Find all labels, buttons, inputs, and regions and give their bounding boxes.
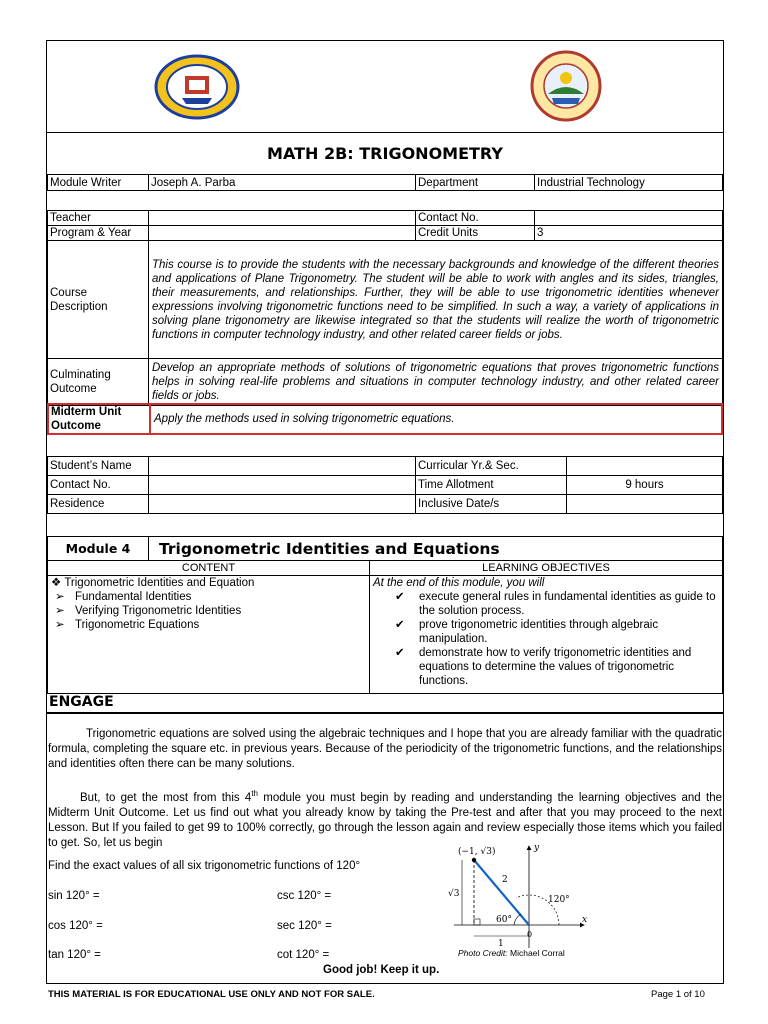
department-value: Industrial Technology	[535, 175, 723, 191]
time-allotment-label: Time Allotment	[416, 476, 567, 495]
student-contact-label: Contact No.	[48, 476, 149, 495]
origin-label: 0	[527, 930, 533, 939]
arrow-bullet-icon: ➢	[55, 591, 65, 603]
objectives-list	[373, 590, 719, 688]
diamond-bullet-icon: ❖	[51, 577, 62, 589]
engage-heading: ENGAGE	[47, 694, 723, 714]
point-label: (−1, √3)	[458, 847, 496, 857]
objectives-cell	[370, 576, 723, 694]
writer-table	[47, 174, 723, 191]
inclusive-dates-value[interactable]	[567, 495, 723, 514]
course-desc-label: Course Description	[48, 241, 149, 359]
closing-message: Good job! Keep it up.	[323, 964, 440, 976]
culminating-label: Culminating Outcome	[48, 359, 149, 406]
arrow-bullet-icon: ➢	[55, 605, 65, 617]
department-label: Department	[416, 175, 535, 191]
objectives-intro: At the end of this module, you will	[373, 577, 545, 589]
contact-value[interactable]	[535, 211, 723, 226]
content-item: ➢ Fundamental Identities	[55, 591, 192, 603]
inclusive-dates-label: Inclusive Date/s	[416, 495, 567, 514]
sin-label: sin 120° =	[48, 890, 100, 902]
content-item: ➢ Trigonometric Equations	[55, 619, 200, 631]
y-axis-label: y	[534, 843, 540, 853]
engage-paragraph-1: Trigonometric equations are solved using the algebraic techniques and I hope that you are already familiar with the quadratic formula, completing the square etc. in previous years. Because of the periodicity of the trigonometric functions, and the relationships and identities often there can be many solutions.	[48, 728, 722, 770]
point-marker	[472, 858, 476, 862]
sec-label: sec 120° =	[277, 920, 332, 932]
main-angle-label: 120°	[548, 895, 570, 905]
checkmark-icon: ✔	[395, 619, 405, 631]
credit-value: 3	[535, 226, 723, 241]
midterm-value: Apply the methods used in solving trigonometric equations.	[150, 404, 722, 434]
content-cell	[48, 576, 370, 694]
city-seal	[526, 50, 606, 122]
teacher-value[interactable]	[149, 211, 416, 226]
midterm-outcome-table	[47, 403, 723, 435]
content-header: CONTENT	[48, 561, 370, 576]
curricular-label: Curricular Yr.& Sec.	[416, 457, 567, 476]
reference-angle-figure	[444, 840, 594, 952]
module-table	[47, 536, 723, 694]
culminating-value: Develop an appropriate methods of solutions of trigonometric equations that proves trigonometric functions helps in solving real-life problems and situations in computer technology industry, and other related career fields or jobs.	[149, 359, 723, 406]
cos-label: cos 120° =	[48, 920, 103, 932]
module-writer-label: Module Writer	[48, 175, 149, 191]
curricular-value[interactable]	[567, 457, 723, 476]
program-value[interactable]	[149, 226, 416, 241]
student-contact-value[interactable]	[149, 476, 416, 495]
contact-label: Contact No.	[416, 211, 535, 226]
objective-item: ✔ demonstrate how to verify trigonometric identities and equations to determine the values of trigonometric functions.	[395, 647, 692, 687]
residence-label: Residence	[48, 495, 149, 514]
course-desc-value: This course is to provide the students with the necessary backgrounds and knowledge of the different theories and applications of Plane Trigonometry. The student will be able to work with angles and its sides, triangles, their measurements, and relationships. Further, they will be able to use trigonometric identities whenever expressions involving trigonometric functions need to be simplified. In such a way, a variety of applications in solving plane trigonometry are likewise integrated so that the students will realize the worth of trigonometric functions in computer technology industry, and other related career fields or jobs.	[149, 241, 723, 359]
residence-value[interactable]	[149, 495, 416, 514]
module-writer-value: Joseph A. Parba	[149, 175, 416, 191]
time-allotment-value: 9 hours	[567, 476, 723, 495]
student-table	[47, 456, 723, 514]
content-main-item: ❖ Trigonometric Identities and Equation	[51, 577, 255, 589]
hypotenuse-label: 2	[502, 875, 508, 885]
side-label: √3	[448, 889, 460, 899]
college-logo	[154, 54, 240, 120]
course-title: MATH 2B: TRIGONOMETRY	[267, 144, 503, 163]
program-label: Program & Year	[48, 226, 149, 241]
content-item: ➢ Verifying Trigonometric Identities	[55, 605, 242, 617]
page-number: Page 1 of 10	[651, 989, 705, 1000]
student-name-label: Student’s Name	[48, 457, 149, 476]
tan-label: tan 120° =	[48, 949, 101, 961]
arrow-bullet-icon: ➢	[55, 619, 65, 631]
module-label: Module 4	[48, 537, 149, 561]
cot-label: cot 120° =	[277, 949, 330, 961]
engage-prompt: Find the exact values of all six trigonometric functions of 120°	[48, 860, 361, 872]
objective-item: ✔ execute general rules in fundamental identities as guide to the solution process.	[395, 591, 716, 617]
checkmark-icon: ✔	[395, 591, 405, 603]
header-divider	[46, 132, 724, 133]
student-name-value[interactable]	[149, 457, 416, 476]
midterm-label: Midterm Unit Outcome	[48, 404, 150, 434]
x-axis-label: x	[582, 915, 588, 925]
footer-notice: THIS MATERIAL IS FOR EDUCATIONAL USE ONLY AND NOT FOR SALE.	[48, 989, 375, 1000]
module-title: Trigonometric Identities and Equations	[149, 537, 723, 561]
objectives-header: LEARNING OBJECTIVES	[370, 561, 723, 576]
engage-paragraph-2: But, to get the most from this 4th module you must begin by reading and understanding the learning objectives and the Midterm Unit Outcome. Let us find out what you already know by taking the Pre-test and after that you may proceed to the next Lesson. But If you failed to get 99 to 100% correctly, go through the lesson again and review especially those items which you failed to get. So, let us begin	[48, 789, 722, 849]
teacher-label: Teacher	[48, 211, 149, 226]
objective-item: ✔ prove trigonometric identities through algebraic manipulation.	[395, 619, 659, 645]
csc-label: csc 120° =	[277, 890, 332, 902]
base-label: 1	[498, 939, 504, 949]
checkmark-icon: ✔	[395, 647, 405, 659]
photo-credit: Photo Credit: Michael Corral	[458, 948, 565, 958]
credit-label: Credit Units	[416, 226, 535, 241]
course-info-table	[47, 210, 723, 406]
reference-angle-label: 60°	[496, 915, 512, 925]
content-list	[51, 590, 366, 632]
